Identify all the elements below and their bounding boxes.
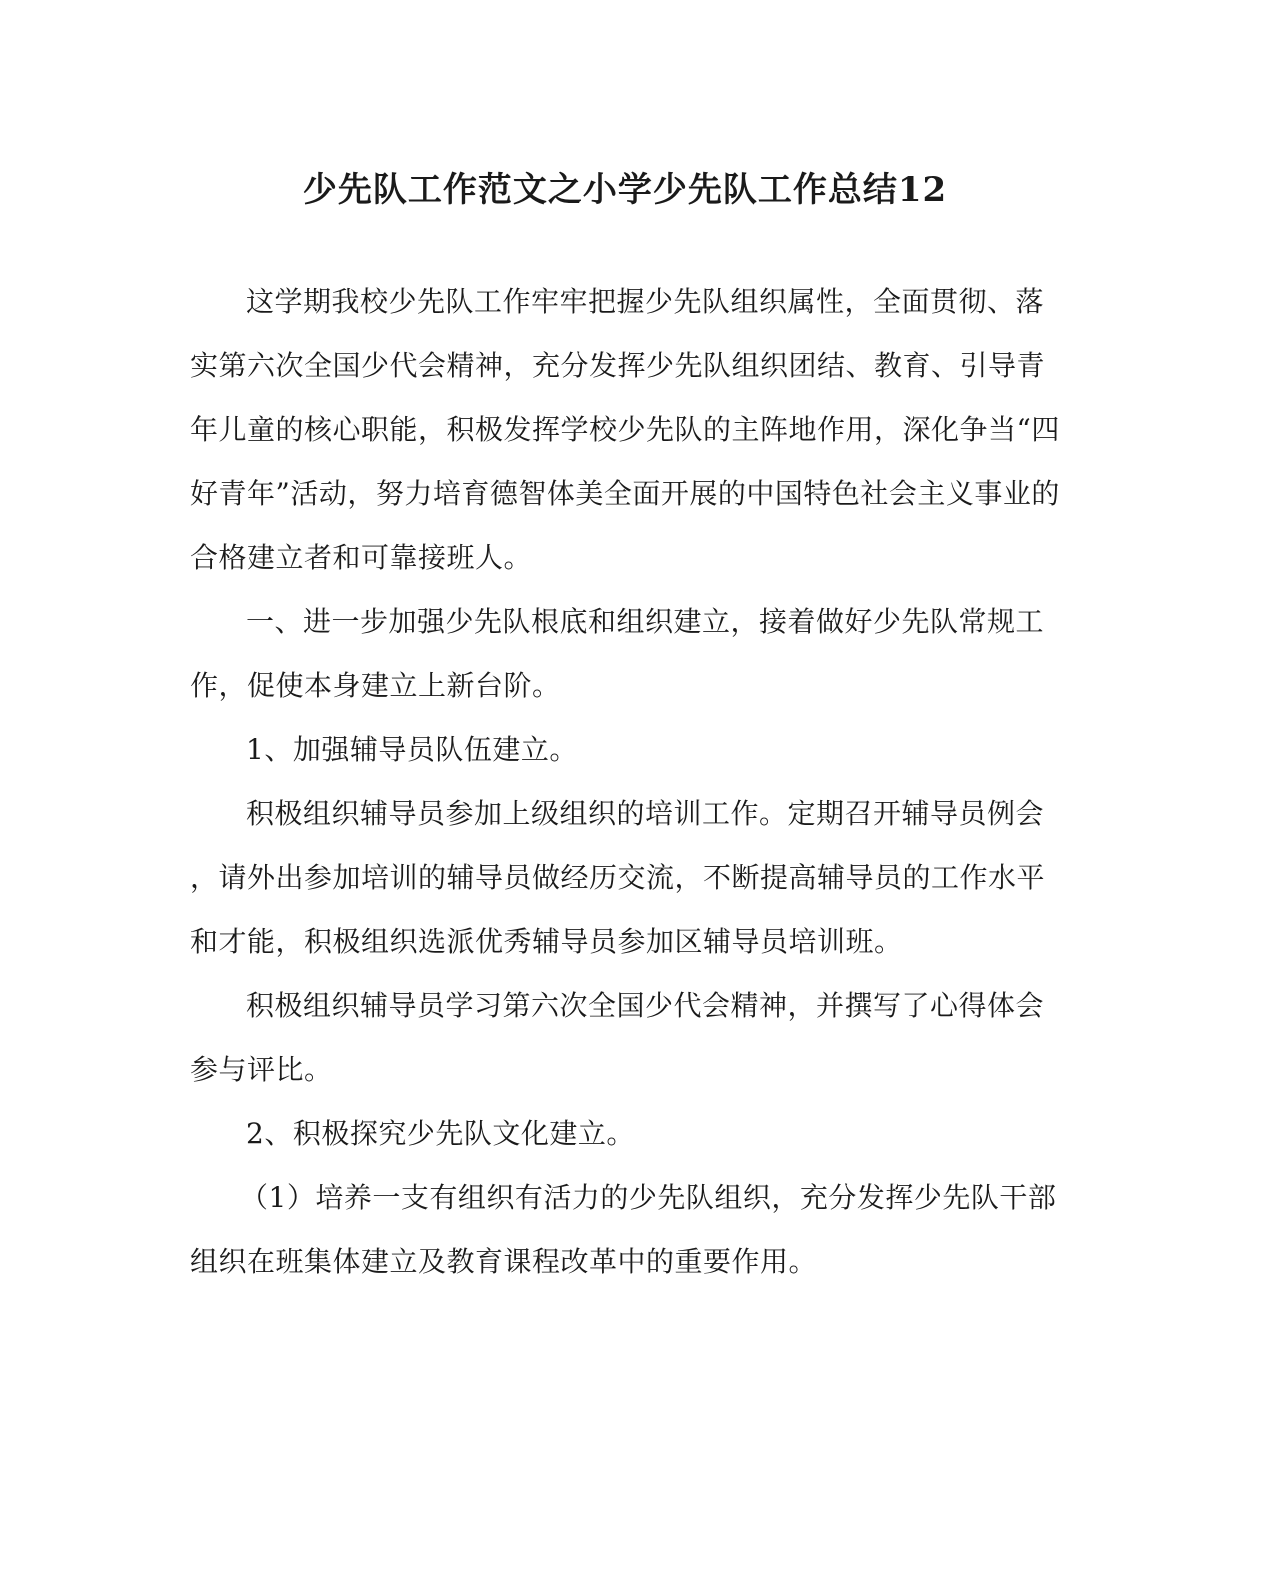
paragraph-line: 好青年”活动，努力培育德智体美全面开展的中国特色社会主义事业的: [190, 477, 1060, 510]
paragraph-line: 实第六次全国少代会精神，充分发挥少先队组织团结、教育、引导青: [190, 349, 1046, 382]
paragraph-line: 积极组织辅导员学习第六次全国少代会精神，并撰写了心得体会: [246, 989, 1045, 1022]
paragraph-line: ，请外出参加培训的辅导员做经历交流，不断提高辅导员的工作水平: [190, 861, 1046, 894]
document-body: [190, 270, 1065, 1294]
paragraph-line: 和才能，积极组织选派优秀辅导员参加区辅导员培训班。: [190, 925, 903, 958]
paragraph-line: 这学期我校少先队工作牢牢把握少先队组织属性，全面贯彻、落: [246, 285, 1045, 318]
paragraph-line: 组织在班集体建立及教育课程改革中的重要作用。: [190, 1245, 818, 1278]
document-title: 少先队工作范文之小学少先队工作总结12: [302, 170, 948, 210]
paragraph-line: 一、进一步加强少先队根底和组织建立，接着做好少先队常规工: [246, 605, 1045, 638]
paragraph-line: 积极组织辅导员参加上级组织的培训工作。定期召开辅导员例会: [246, 797, 1045, 830]
paragraph-line: 参与评比。: [190, 1053, 333, 1086]
paragraph-line: 作，促使本身建立上新台阶。: [190, 669, 561, 702]
paragraph-line: 年儿童的核心职能，积极发挥学校少先队的主阵地作用，深化争当“四: [190, 413, 1060, 446]
section-heading: 1、加强辅导员队伍建立。: [246, 733, 578, 766]
paragraph-line: （1）培养一支有组织有活力的少先队组织，充分发挥少先队干部: [240, 1181, 1057, 1214]
section-heading: 2、积极探究少先队文化建立。: [246, 1117, 635, 1150]
paragraph-line: 合格建立者和可靠接班人。: [190, 541, 533, 574]
